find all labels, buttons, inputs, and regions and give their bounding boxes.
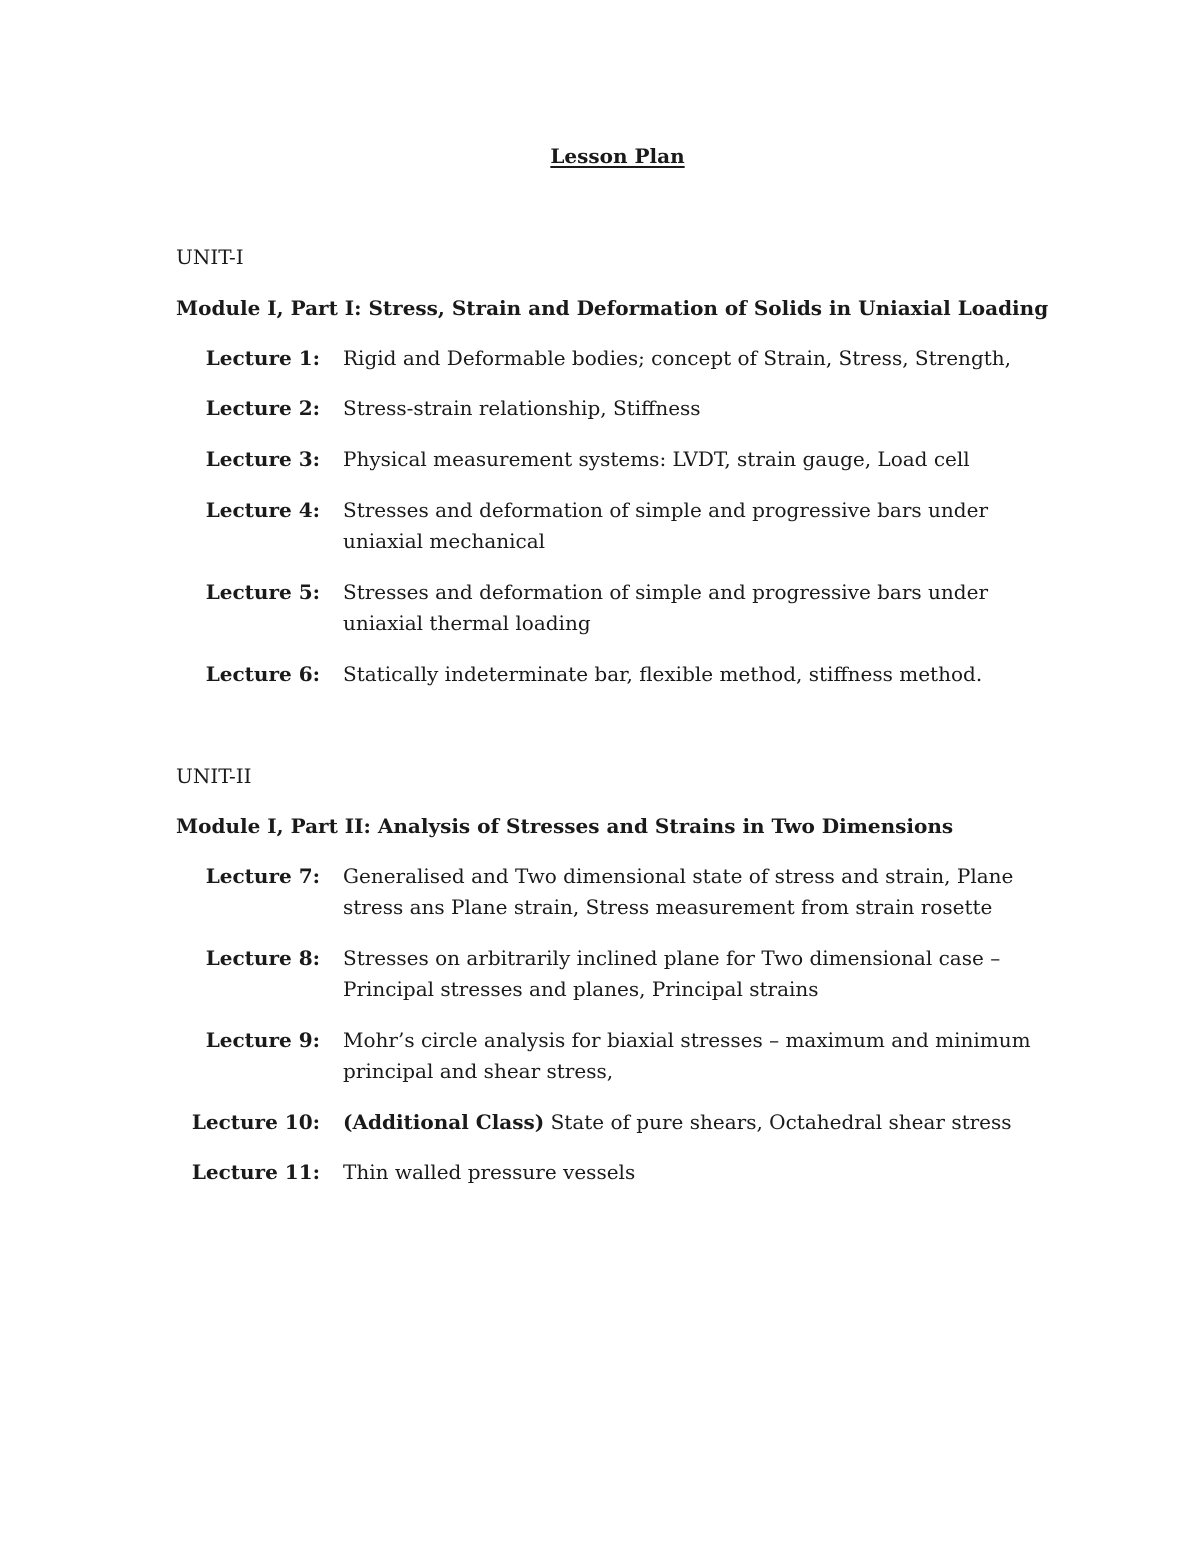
unit-label: UNIT-II	[176, 764, 252, 788]
lecture-description: Thin walled pressure vessels	[343, 1160, 636, 1184]
lecture-label: Lecture 1:	[205, 346, 320, 370]
lecture-description: Rigid and Deformable bodies; concept of Strain, Stress, Strength,	[343, 346, 1012, 370]
lecture-description: Stresses on arbitrarily inclined plane for Two dimensional case – Principal stresses and planes, Principal strains	[343, 946, 1001, 1001]
lecture-description: Stresses and deformation of simple and progressive bars under uniaxial thermal loading	[343, 580, 988, 635]
module-heading: Module I, Part I: Stress, Strain and Deformation of Solids in Uniaxial Loading	[176, 296, 1049, 320]
lecture-label: Lecture 11:	[191, 1160, 320, 1184]
lecture-description: Physical measurement systems: LVDT, strain gauge, Load cell	[343, 447, 970, 471]
lecture-description: Stresses and deformation of simple and progressive bars under uniaxial mechanical	[343, 498, 988, 553]
additional-class-tag: (Additional Class)	[343, 1110, 545, 1134]
lecture-label: Lecture 4:	[205, 498, 320, 522]
lecture-description	[343, 1107, 1063, 1138]
lecture-description-text: State of pure shears, Octahedral shear stress	[544, 1110, 1012, 1134]
lecture-label: Lecture 6:	[205, 662, 320, 686]
lecture-label: Lecture 7:	[205, 864, 320, 888]
module-heading: Module I, Part II: Analysis of Stresses and Strains in Two Dimensions	[176, 814, 954, 838]
lecture-description: Stress-strain relationship, Stiffness	[343, 396, 701, 420]
lecture-label: Lecture 5:	[205, 580, 320, 604]
lecture-label: Lecture 8:	[205, 946, 320, 970]
lecture-label: Lecture 2:	[205, 396, 320, 420]
lecture-description: Statically indeterminate bar, flexible method, stiffness method.	[343, 662, 983, 686]
lecture-description: Mohr’s circle analysis for biaxial stresses – maximum and minimum principal and shear stress,	[343, 1028, 1031, 1083]
lecture-label: Lecture 3:	[205, 447, 320, 471]
unit-label: UNIT-I	[176, 245, 244, 269]
lecture-description: Generalised and Two dimensional state of stress and strain, Plane stress ans Plane strain, Stress measurement from strain rosette	[343, 864, 1014, 919]
document-title: Lesson Plan	[550, 144, 685, 168]
lecture-label: Lecture 9:	[205, 1028, 320, 1052]
lecture-label: Lecture 10:	[191, 1110, 320, 1134]
